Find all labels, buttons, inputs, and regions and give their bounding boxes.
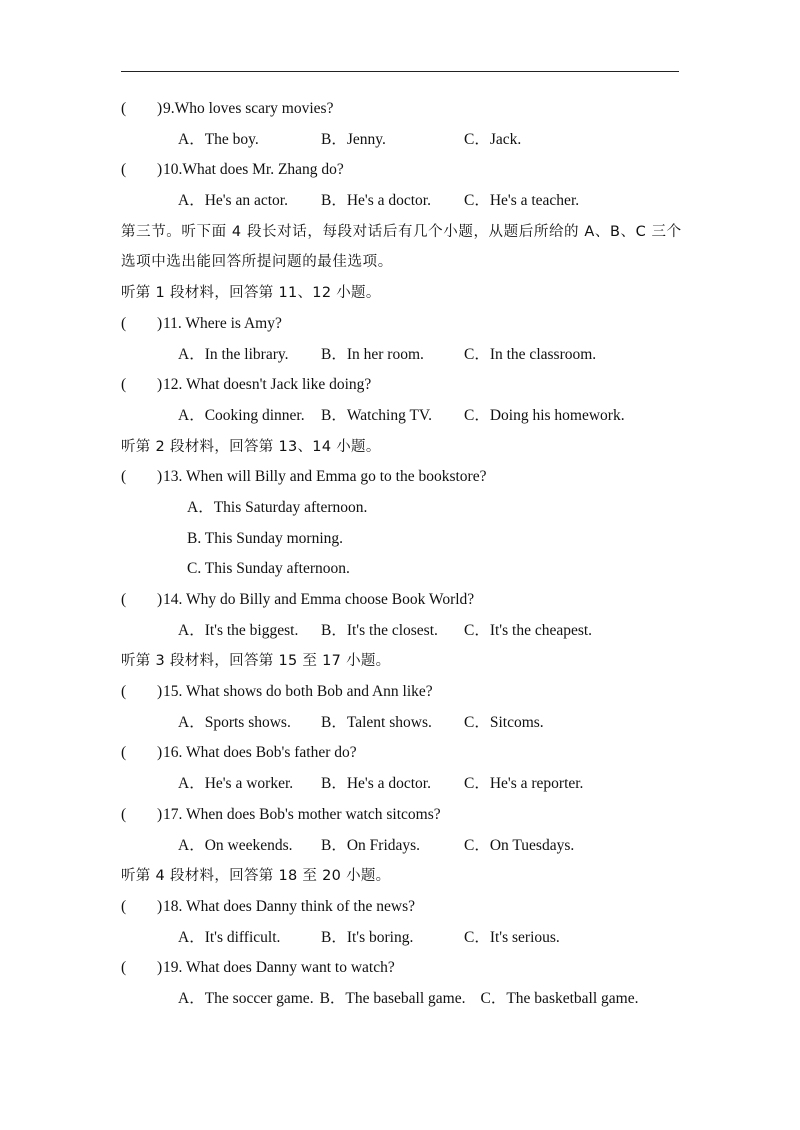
question-19 [121,953,701,984]
question-number: 13. [163,468,183,486]
option-c: C．He's a reporter. [464,775,584,793]
question-text: When does Bob's mother watch sitcoms? [185,805,441,823]
option-b: B．The baseball game. [319,989,466,1007]
answer-blank-close: ) [157,805,163,823]
passage-4-heading: 听第 4 段材料，回答第 18 至 20 小题。 [121,868,391,885]
option-a: A．Cooking dinner. [178,406,305,424]
answer-blank-close: ) [157,468,163,486]
question-11 [121,309,701,340]
question-number: 15. [163,683,183,701]
question-15 [121,677,701,708]
question-number: 9. [163,100,175,117]
options-15 [121,708,701,739]
option-a: A．He's an actor. [178,192,288,210]
question-number: 18. [163,897,183,915]
passage-1-heading: 听第 1 段材料，回答第 11、12 小题。 [121,285,381,302]
option-a: A．The soccer game. [178,989,314,1007]
answer-blank-open[interactable]: ( [121,897,127,915]
answer-blank-close: ) [157,591,163,608]
question-number: 10. [163,161,183,179]
exam-page [121,94,701,1015]
question-text: Where is Amy? [185,314,282,332]
question-number: 11. [163,314,182,332]
option-a: A．It's the biggest. [178,621,299,639]
option-c: C．It's serious. [464,928,560,946]
option-a: A．It's difficult. [178,928,281,946]
option-b: B．In her room. [321,345,424,363]
passage-2-heading: 听第 2 段材料，回答第 13、14 小题。 [121,438,381,455]
answer-blank-open[interactable]: ( [121,744,127,762]
section-3-instructions-line-2: 选项中选出能回答所提问题的最佳选项。 [121,254,393,271]
answer-blank-close: ) [157,897,163,915]
question-text: What does Danny think of the news? [185,897,415,915]
options-18 [121,923,701,954]
option-c: C．Sitcoms. [464,713,544,731]
options-10 [121,186,701,217]
options-17 [121,831,701,862]
option-c: C．Doing his homework. [464,406,625,424]
question-number: 19. [163,959,183,977]
answer-blank-open[interactable]: ( [121,376,127,394]
option-a: A．He's a worker. [178,775,294,793]
option-b: B．It's boring. [321,928,414,946]
option-b: B．Watching TV. [321,406,432,424]
option-a: A．Sports shows. [178,713,291,731]
answer-blank-close: ) [157,376,163,394]
options-19 [121,984,701,1015]
question-text: Why do Billy and Emma choose Book World? [185,591,475,608]
option-b: B．He's a doctor. [321,775,431,793]
question-number: 16. [163,744,183,762]
option-c: C．He's a teacher. [464,192,580,210]
option-c: C．In the classroom. [464,345,597,363]
answer-blank-close: ) [157,314,163,332]
question-text: Who loves scary movies? [174,100,334,117]
answer-blank-open[interactable]: ( [121,683,127,701]
question-text: What does Bob's father do? [185,744,357,762]
option-a: A．In the library. [178,345,289,363]
question-text: What does Danny want to watch? [185,959,395,977]
question-text: What does Mr. Zhang do? [182,161,344,179]
answer-blank-open[interactable]: ( [121,314,127,332]
options-11 [121,340,701,371]
answer-blank-open[interactable]: ( [121,100,127,117]
option-b: B．Jenny. [321,130,386,148]
option-b: B. This Sunday morning. [187,529,344,547]
option-c: C．On Tuesdays. [464,836,575,854]
option-c: C. This Sunday afternoon. [187,560,350,578]
answer-blank-open[interactable]: ( [121,959,127,977]
options-14 [121,616,701,647]
question-18 [121,892,701,923]
options-12 [121,401,701,432]
question-9 [121,94,701,125]
question-number: 17. [163,805,183,823]
answer-blank-close: ) [157,161,163,179]
question-text: When will Billy and Emma go to the bookstore? [185,468,487,486]
options-16 [121,769,701,800]
option-c: C．It's the cheapest. [464,621,593,639]
option-b: B．He's a doctor. [321,192,431,210]
option-b: B．It's the closest. [321,621,438,639]
passage-3-heading: 听第 3 段材料，回答第 15 至 17 小题。 [121,653,391,670]
option-a: A．On weekends. [178,836,293,854]
question-text: What doesn't Jack like doing? [185,376,372,394]
section-3-instructions-line-1: 第三节。听下面 4 段长对话，每段对话后有几个小题，从题后所给的 A、B、C 三个 [121,223,682,240]
question-10 [121,155,701,186]
answer-blank-open[interactable]: ( [121,468,127,486]
answer-blank-open[interactable]: ( [121,591,127,608]
answer-blank-open[interactable]: ( [121,161,127,179]
answer-blank-close: ) [157,100,163,117]
question-number: 14. [163,591,183,608]
option-b: B．Talent shows. [321,713,432,731]
option-a: A．The boy. [178,130,259,148]
header-rule [121,71,679,72]
question-number: 12. [163,376,183,394]
answer-blank-close: ) [157,744,163,762]
option-a: A．This Saturday afternoon. [187,498,368,516]
answer-blank-open[interactable]: ( [121,805,127,823]
options-9 [121,125,701,156]
option-c: C．Jack. [464,130,522,148]
question-16 [121,738,701,769]
answer-blank-close: ) [157,959,163,977]
option-c: C．The basketball game. [480,989,639,1007]
answer-blank-close: ) [157,683,163,701]
question-13 [121,462,701,493]
option-b: B．On Fridays. [321,836,421,854]
question-17 [121,800,701,831]
question-14 [121,585,701,616]
question-text: What shows do both Bob and Ann like? [185,683,433,701]
question-12 [121,370,701,401]
